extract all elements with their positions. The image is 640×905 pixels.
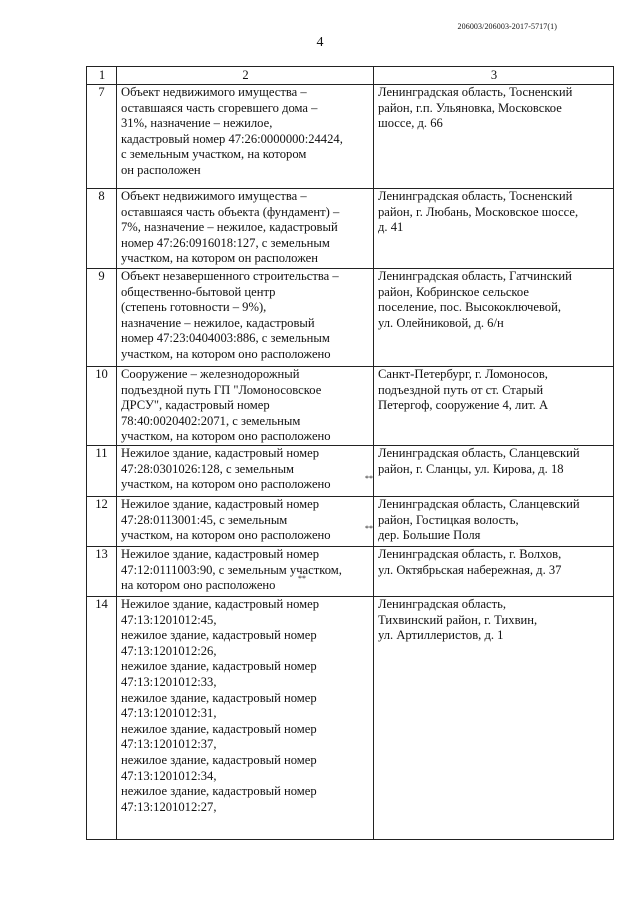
row-number: 9 bbox=[87, 269, 117, 367]
column-header-object: 2 bbox=[117, 67, 374, 85]
footnote-mark: ** bbox=[365, 474, 373, 483]
object-description: Нежилое здание, кадастровый номер 47:13:1201012:45, нежилое здание, кадастровый номер 47:13:1201012:26, нежилое здание, кадастровый номер 47:13:1201012:33, нежилое здание, кадастровый номер 47:13:1201012:31, нежилое здание, кадастровый номер 47:13:1201012:37, нежилое здание, кадастровый номер 47:13:1201012:34, нежилое здание, кадастровый номер 47:13:1201012:27, bbox=[117, 597, 374, 840]
object-description bbox=[117, 446, 374, 497]
object-description: Объект недвижимого имущества – оставшаяся часть объекта (фундамент) – 7%, назначение – нежилое, кадастровый номер 47:26:0916018:127, с земельным участком, на котором он расположен bbox=[117, 189, 374, 269]
table-row bbox=[87, 85, 614, 189]
document-id: 206003/206003-2017-5717(1) bbox=[457, 22, 557, 31]
object-description bbox=[117, 497, 374, 547]
row-number: 14 bbox=[87, 597, 117, 840]
table-row bbox=[87, 446, 614, 497]
column-header-number: 1 bbox=[87, 67, 117, 85]
object-description: Сооружение – железнодорожный подъездной путь ГП "Ломоносовское ДРСУ", кадастровый номер 78:40:0020402:2071, с земельным участком, на котором оно расположено bbox=[117, 367, 374, 446]
table-row bbox=[87, 189, 614, 269]
object-description-text: Нежилое здание, кадастровый номер 47:12:0111003:90, с земельным участком, на котором оно расположено bbox=[121, 547, 342, 593]
object-address: Ленинградская область, Тосненский район, г.п. Ульяновка, Московское шоссе, д. 66 bbox=[374, 85, 614, 189]
table-header-row bbox=[87, 67, 614, 85]
object-address: Ленинградская область, Гатчинский район, Кобринское сельское поселение, пос. Высокоключевой, ул. Олейниковой, д. 6/н bbox=[374, 269, 614, 367]
object-description bbox=[117, 547, 374, 597]
footnote-mark: ** bbox=[365, 524, 373, 533]
object-description: Объект недвижимого имущества – оставшаяся часть сгоревшего дома – 31%, назначение – нежилое, кадастровый номер 47:26:0000000:24424, с земельным участком, на котором он расположен bbox=[117, 85, 374, 189]
object-address: Ленинградская область, г. Волхов, ул. Октябрьская набережная, д. 37 bbox=[374, 547, 614, 597]
object-description-text: Нежилое здание, кадастровый номер 47:28:0301026:128, с земельным участком, на котором оно расположено bbox=[121, 446, 331, 492]
row-number: 11 bbox=[87, 446, 117, 497]
column-header-address: 3 bbox=[374, 67, 614, 85]
row-number: 7 bbox=[87, 85, 117, 189]
table-row bbox=[87, 269, 614, 367]
table-row bbox=[87, 547, 614, 597]
footnote-mark: ** bbox=[298, 574, 306, 583]
property-table bbox=[86, 66, 614, 840]
object-description-text: Нежилое здание, кадастровый номер 47:28:0113001:45, с земельным участком, на котором оно расположено bbox=[121, 497, 331, 543]
object-address: Санкт-Петербург, г. Ломоносов, подъездной путь от ст. Старый Петергоф, сооружение 4, лит. А bbox=[374, 367, 614, 446]
object-address: Ленинградская область, Тосненский район, г. Любань, Московское шоссе, д. 41 bbox=[374, 189, 614, 269]
object-address: Ленинградская область, Сланцевский район, г. Сланцы, ул. Кирова, д. 18 bbox=[374, 446, 614, 497]
row-number: 8 bbox=[87, 189, 117, 269]
object-address: Ленинградская область, Сланцевский район, Гостицкая волость, дер. Большие Поля bbox=[374, 497, 614, 547]
row-number: 12 bbox=[87, 497, 117, 547]
row-number: 10 bbox=[87, 367, 117, 446]
row-number: 13 bbox=[87, 547, 117, 597]
table-row bbox=[87, 367, 614, 446]
table-row bbox=[87, 597, 614, 840]
object-description: Объект незавершенного строительства – общественно-бытовой центр (степень готовности – 9%), назначение – нежилое, кадастровый номер 47:23:0404003:886, с земельным участком, на котором оно расположено bbox=[117, 269, 374, 367]
table-row bbox=[87, 497, 614, 547]
page-number: 4 bbox=[316, 35, 324, 50]
object-address: Ленинградская область, Тихвинский район, г. Тихвин, ул. Артиллеристов, д. 1 bbox=[374, 597, 614, 840]
